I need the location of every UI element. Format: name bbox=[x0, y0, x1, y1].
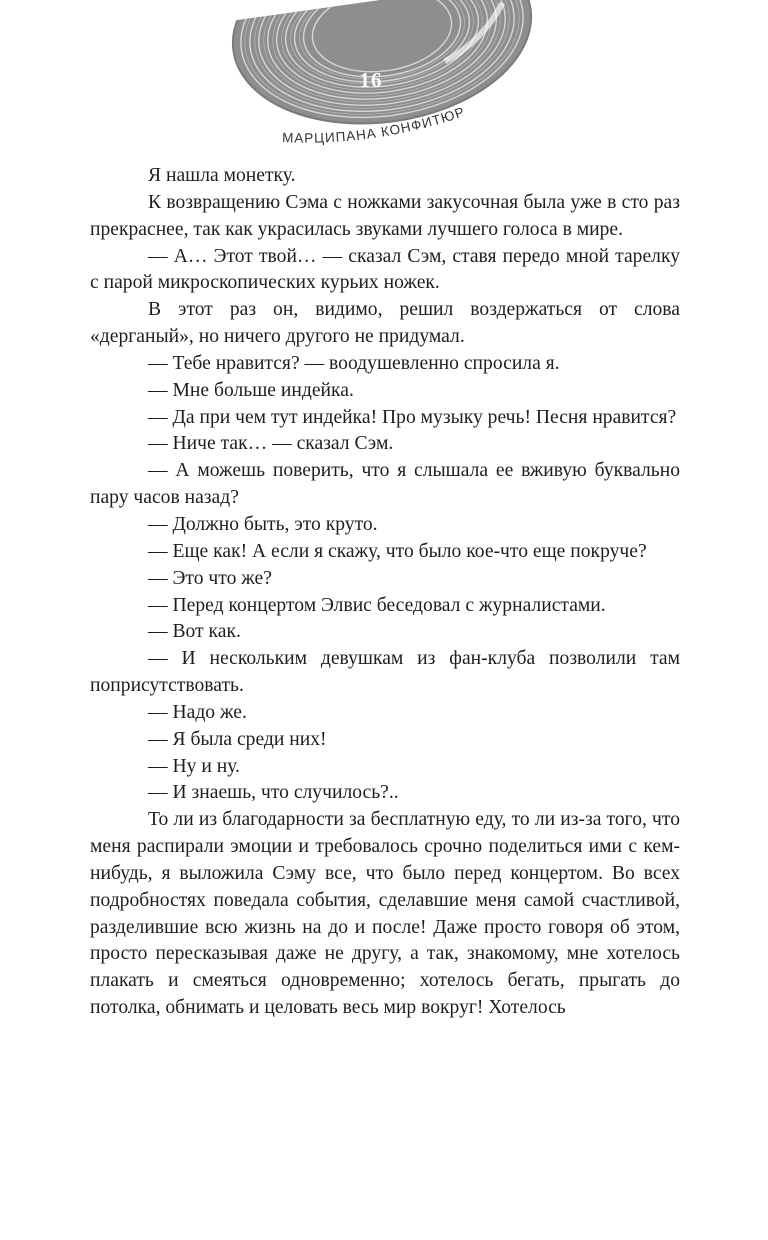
paragraph: — Вот как. bbox=[148, 621, 241, 643]
paragraph: — А… Этот твой… — сказал Сэм, ставя передо мной тарелку с парой микроскопических курьих ножек. bbox=[90, 245, 680, 294]
paragraph: — Я была среди них! bbox=[148, 728, 327, 750]
paragraph: — Ниче так… — сказал Сэм. bbox=[148, 433, 394, 455]
page-number: 16 bbox=[359, 68, 383, 92]
book-text bbox=[90, 163, 680, 1022]
paragraph: — Мне больше индейка. bbox=[148, 379, 354, 401]
paragraph: — Надо же. bbox=[148, 701, 247, 723]
paragraph: — Да при чем тут индейка! Про музыку речь! Песня нравится? bbox=[148, 406, 677, 428]
paragraph: То ли из благодарности за бесплатную еду, то ли из-за того, что меня распирали эмоции и требовалось срочно поделиться ими с кем-нибудь, я выложила Сэму все, что было перед концертом. Во всех подробностях поведала события, сделавшие меня самой счастливой, разделившие всю жизнь на до и после! Даже просто говоря об этом, просто пересказывая даже не другу, а так, знакомому, мне хотелось плакать и смеяться одновременно; хотелось бегать, прыгать до потолка, обнимать и целовать весь мир вокруг! Хотелось bbox=[90, 809, 680, 1019]
vinyl-record-icon bbox=[0, 0, 768, 160]
paragraph: — Перед концертом Элвис беседовал с журналистами. bbox=[148, 594, 606, 616]
paragraph: — И знаешь, что случилось?.. bbox=[148, 782, 399, 804]
paragraph: — А можешь поверить, что я слышала ее вживую буквально пару часов назад? bbox=[90, 460, 680, 509]
paragraph: — Это что же? bbox=[148, 567, 272, 589]
paragraph: — Еще как! А если я скажу, что было кое-что еще покруче? bbox=[148, 540, 647, 562]
running-title: МАРЦИПАНА КОНФИТЮР bbox=[281, 104, 467, 146]
paragraph: Я нашла монетку. bbox=[148, 165, 296, 186]
paragraph: — Ну и ну. bbox=[148, 755, 240, 777]
paragraph: — Тебе нравится? — воодушевленно спросила я. bbox=[148, 352, 560, 374]
paragraph: К возвращению Сэма с ножками закусочная была уже в сто раз прекраснее, так как украсилась звуками лучшего голоса в мире. bbox=[90, 191, 680, 240]
paragraph: В этот раз он, видимо, решил воздержаться от слова «дерганый», но ничего другого не придумал. bbox=[90, 299, 680, 348]
paragraph: — И нескольким девушкам из фан-клуба позволили там поприсутствовать. bbox=[90, 648, 680, 697]
paragraph: — Должно быть, это круто. bbox=[148, 513, 378, 535]
page-header bbox=[0, 0, 768, 160]
